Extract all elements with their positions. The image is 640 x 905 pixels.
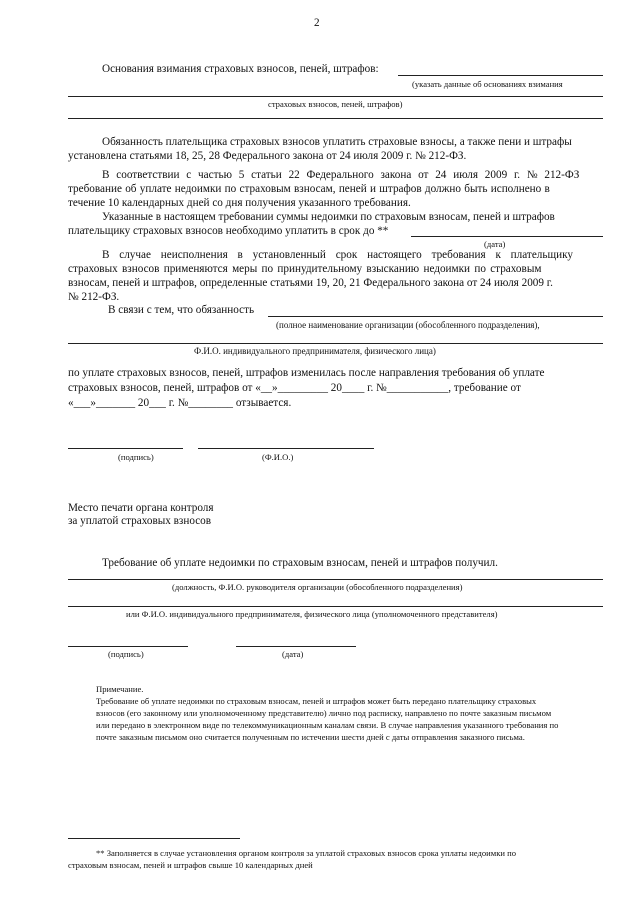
- received-text: Требование об уплате недоимки по страховым взносам, пеней и штрафов получил.: [102, 557, 498, 569]
- fio-line-1: [198, 448, 374, 449]
- grounds-line-1: [398, 75, 603, 76]
- signature-line-2: [68, 646, 188, 647]
- note-line-2: взносов (его законному или уполномоченному представителю) лично под расписку, направлено по почте заказным письмом: [96, 708, 552, 718]
- footnote-line-1: ** Заполняется в случае установления органом контроля за уплатой страховых взносов срока уплаты недоимки по: [96, 848, 517, 858]
- grounds-label: Основания взимания страховых взносов, пеней, штрафов:: [102, 63, 379, 75]
- date-line-2: [236, 646, 356, 647]
- deadline-line: [411, 236, 603, 237]
- signature-line-1: [68, 448, 183, 449]
- obligation-line-1: Обязанность плательщика страховых взносов уплатить страховые взносы, а также пени и штрафы: [102, 136, 572, 148]
- grounds-hint-2: страховых взносов, пеней, штрафов): [268, 99, 403, 109]
- indicated-line-2: плательщику страховых взносов необходимо уплатить в срок до **: [68, 225, 389, 237]
- footnote-separator: [68, 838, 240, 839]
- nonfulfillment-line-1: В случае неисполнения в установленный срок настоящего требования к плательщику: [102, 249, 573, 261]
- note-title: Примечание.: [96, 684, 144, 694]
- note-line-4: почте заказным письмом оно считается полученным по истечении шести дней с даты отправления заказного письма.: [96, 732, 525, 742]
- payment-line-1: по уплате страховых взносов, пеней, штрафов изменилась после направления требования об уплате: [68, 367, 545, 379]
- nonfulfillment-line-2: страховых взносов применяются меры по принудительному взысканию недоимки по страховым: [68, 263, 542, 275]
- seal-line-1: Место печати органа контроля: [68, 502, 214, 514]
- received-hint-1: (должность, Ф.И.О. руководителя организации (обособленного подразделения): [172, 582, 463, 592]
- received-line-1: [68, 579, 603, 580]
- due-to-line-1: [268, 316, 603, 317]
- nonfulfillment-line-3: взносам, пеней и штрафов, определенные статьями 19, 20, 21 Федерального закона от 24 июля 2009 г.: [68, 277, 553, 289]
- indicated-line-1: Указанные в настоящем требовании суммы недоимки по страховым взносам, пеней и штрафов: [102, 211, 555, 223]
- due-to-label: В связи с тем, что обязанность: [108, 304, 255, 316]
- due-to-line-2: [68, 343, 603, 344]
- accordance-line-3: течение 10 календарных дней со дня получения указанного требования.: [68, 197, 411, 209]
- due-to-hint-fio: Ф.И.О. индивидуального предпринимателя, физического лица): [194, 346, 436, 356]
- date-hint-2: (дата): [282, 649, 304, 659]
- signature-hint-1: (подпись): [118, 452, 154, 462]
- obligation-line-2: установлена статьями 18, 25, 28 Федерального закона от 24 июля 2009 г. № 212-ФЗ.: [68, 150, 467, 162]
- received-line-2: [68, 606, 603, 607]
- note-line-1: Требование об уплате недоимки по страховым взносам, пеней и штрафов может быть передано плательщику страховых: [96, 696, 537, 706]
- footnote-line-2: страховым взносам, пеней и штрафов свыше 10 календарных дней: [68, 860, 313, 870]
- deadline-date-hint: (дата): [484, 239, 506, 249]
- received-hint-2: или Ф.И.О. индивидуального предпринимателя, физического лица (уполномоченного представителя): [126, 609, 498, 619]
- signature-hint-2: (подпись): [108, 649, 144, 659]
- grounds-line-2: [68, 96, 603, 97]
- nonfulfillment-line-4: № 212-ФЗ.: [68, 291, 120, 303]
- accordance-line-1: В соответствии с частью 5 статьи 22 Федерального закона от 24 июля 2009 г. № 212-ФЗ: [102, 169, 580, 181]
- due-to-hint-org: (полное наименование организации (обособленного подразделения),: [276, 320, 540, 330]
- seal-line-2: за уплатой страховых взносов: [68, 515, 212, 527]
- grounds-hint-1: (указать данные об основаниях взимания: [412, 79, 563, 89]
- fio-hint-1: (Ф.И.О.): [262, 452, 294, 462]
- note-line-3: или передано в электронном виде по телекоммуникационным каналам связи. В случае направления указанного требования по: [96, 720, 559, 730]
- accordance-line-2: требование об уплате недоимки по страховым взносам, пеней и штрафов должно быть исполнено в: [68, 183, 550, 195]
- grounds-line-3: [68, 118, 603, 119]
- payment-line-3: «___»_______ 20___ г. №________ отзывается.: [68, 397, 292, 409]
- payment-line-2: страховых взносов, пеней, штрафов от «__»_________ 20____ г. №___________, требование от: [68, 382, 521, 394]
- page-number: 2: [314, 17, 320, 29]
